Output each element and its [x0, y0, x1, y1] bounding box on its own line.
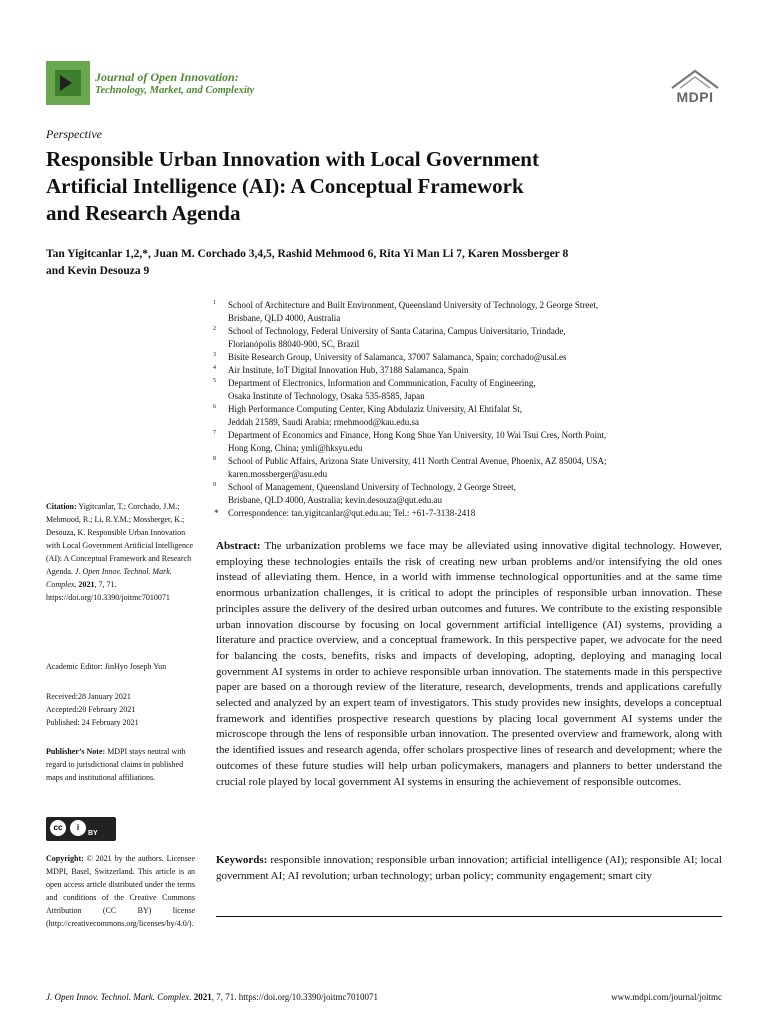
author-line: Tan Yigitcanlar 1,2,*, Juan M. Corchado 3,4,5, Rashid Mehmood 6, Rita Yi Man Li 7, Karen Mossberger 8 — [46, 248, 569, 260]
abstract-text: The urbanization problems we face may be alleviated using innovative digital technology. However, employing these technologies entails the risk of creating new urban problems and/or intensifying the old ones instead of alleviating them. Hence, in a world with immense technological opportunities and at the same time enormous urbanization challenges, it is critical to adopt the principles of responsible urban innovation. These principles assure the delivery of the desired urban outcomes and futures. We contribute to the existing responsible urban innovation discourse by focusing on local government artificial intelligence (AI) systems, providing a literature and practice overview, and a conceptual framework. In this perspective paper, we advocate for the need for balancing the costs, benefits, risks and impacts of developing, adopting, deploying and managing local government AI systems in order to achieve responsible urban innovation. The statements made in this perspective paper are based on a thorough review of the literature, research, developments, trends and applications carefully selected and analyzed by an expert team of investigators. This study provides new insights, develops a conceptual framework and identifies prospective research questions by placing local government AI systems under the microscope through the lens of responsible urban innovation. The presented overview and framework, along with the identified issues and research agenda, offer scholars prospective lines of research and development; where the outcomes of these future studies will help urban policymakers, managers and planners to better understand the crucial role played by local government AI systems in ensuring the achievement of responsible outcomes. — [216, 540, 722, 788]
correspondence-text: Correspondence: tan.yigitcanlar@qut.edu.au; Tel.: +61-7-3138-2418 — [228, 508, 476, 518]
cc-by-label: BY — [88, 830, 98, 837]
copyright-label: Copyright: — [46, 854, 84, 863]
affiliation-number: 4 — [213, 365, 216, 371]
affiliation-7 — [213, 429, 723, 455]
affiliation-number: 1 — [213, 300, 216, 306]
affiliation-1 — [213, 299, 723, 325]
abstract — [216, 539, 722, 790]
journal-subtitle: Technology, Market, and Complexity — [95, 85, 255, 96]
title-line: Responsible Urban Innovation with Local Government — [46, 147, 539, 171]
author-list — [46, 246, 706, 280]
affiliation-number: 6 — [213, 404, 216, 410]
journal-name: Journal of Open Innovation: — [95, 70, 239, 84]
affiliation-line: School of Architecture and Built Environment, Queensland University of Technology, 2 George Street, — [228, 300, 599, 310]
affiliation-line: Florianópolis 88040-900, SC, Brazil — [228, 339, 360, 349]
citation-year: 2021 — [78, 580, 95, 589]
footer-journal: J. Open Innov. Technol. Mark. Complex. — [46, 992, 192, 1002]
citation-label: Citation: — [46, 502, 77, 511]
affiliation-list — [213, 299, 723, 520]
journal-logo-icon — [46, 61, 90, 105]
keywords-text: responsible innovation; responsible urban innovation; artificial intelligence (AI); responsible AI; local government AI; AI revolution; urban technology; urban policy; community engagement; smart city — [216, 854, 722, 882]
affiliation-2 — [213, 325, 723, 351]
affiliation-number: 3 — [213, 352, 216, 358]
footer-journal-url[interactable]: www.mdpi.com/journal/joitmc — [611, 992, 722, 1002]
affiliation-3 — [213, 351, 723, 364]
affiliation-9 — [213, 481, 723, 507]
affiliation-number: 5 — [213, 378, 216, 384]
title-line: and Research Agenda — [46, 201, 241, 225]
citation-journal: J. Open Innov. Technol. Mark. Complex. — [46, 567, 172, 589]
publisher-note-text: MDPI stays neutral with regard to jurisdictional claims in published maps and institutional affiliations. — [46, 747, 186, 782]
affiliation-line: Hong Kong, China; ymli@hksyu.edu — [228, 443, 363, 453]
mdpi-roof-icon — [668, 67, 722, 91]
author-line: and Kevin Desouza 9 — [46, 265, 150, 277]
affiliation-line: School of Technology, Federal University of Santa Catarina, Campus Universitario, Trindade, — [228, 326, 566, 336]
article-title — [46, 146, 666, 227]
affiliation-number: 8 — [213, 456, 216, 462]
citation-block — [46, 500, 194, 604]
affiliation-line: High Performance Computing Center, King Abdulaziz University, Al Ehtifalat St, — [228, 404, 523, 414]
article-type: Perspective — [46, 127, 102, 141]
received-date: Received:28 January 2021 — [46, 692, 131, 701]
keywords — [216, 853, 722, 884]
affiliation-line: Department of Economics and Finance, Hong Kong Shue Yan University, 10 Wai Tsui Cres, North Point, — [228, 430, 607, 440]
affiliation-number: 9 — [213, 482, 216, 488]
affiliation-line: School of Management, Queensland University of Technology, 2 George Street, — [228, 482, 516, 492]
affiliation-line: Brisbane, QLD 4000, Australia — [228, 313, 341, 323]
mdpi-logo — [668, 67, 722, 107]
citation-authors: Yigitcanlar, T.; Corchado, J.M.; Mehmood, R.; Li, R.Y.M.; Mossberger, K.; Desouza, K. — [46, 502, 185, 537]
affiliation-6 — [213, 403, 723, 429]
footer-year: 2021 — [193, 992, 212, 1002]
publisher-note-label: Publisher’s Note: — [46, 747, 106, 756]
title-line: Artificial Intelligence (AI): A Conceptual Framework — [46, 174, 524, 198]
correspondence — [213, 507, 723, 520]
affiliation-8 — [213, 455, 723, 481]
copyright-text: © 2021 by the authors. Licensee MDPI, Basel, Switzerland. This article is an open access article distributed under the terms and conditions of the Creative Commons Attribution (CC BY) license (http://creativecommons.org/licenses/by/4.0/). — [46, 854, 196, 928]
footer-doi[interactable]: , 7, 71. https://doi.org/10.3390/joitmc7010071 — [211, 992, 379, 1002]
copyright-notice — [46, 852, 195, 930]
mdpi-logo-text: MDPI — [676, 89, 714, 105]
section-divider — [216, 916, 722, 917]
affiliation-line: Bisite Research Group, University of Salamanca, 37007 Salamanca, Spain; corchado@usal.es — [228, 352, 567, 362]
affiliation-line: Brisbane, QLD 4000, Australia; kevin.desouza@qut.edu.au — [228, 495, 442, 505]
affiliation-line: Osaka Institute of Technology, Osaka 535-8585, Japan — [228, 391, 425, 401]
citation-title: Responsible Urban Innovation with Local Government Artificial Intelligence (AI): A Conceptual Framework and Research Agenda. — [46, 528, 194, 576]
affiliation-line: karen.mossberger@asu.edu — [228, 469, 328, 479]
footer-citation — [46, 992, 378, 1002]
publication-dates — [46, 690, 139, 729]
citation-doi[interactable]: , 7, 71. https://doi.org/10.3390/joitmc7010071 — [46, 580, 170, 602]
affiliation-number: 7 — [213, 430, 216, 436]
academic-editor: Academic Editor: JinHyo Joseph Yun — [46, 662, 167, 671]
affiliation-number: 2 — [213, 326, 216, 332]
affiliation-line: Department of Electronics, Information and Communication, Faculty of Engineering, — [228, 378, 536, 388]
journal-header — [46, 61, 726, 107]
publisher-note — [46, 745, 194, 784]
keywords-label: Keywords: — [216, 854, 268, 866]
correspondence-mark: * — [214, 508, 219, 518]
abstract-label: Abstract: — [216, 540, 261, 552]
cc-by-license-badge[interactable] — [46, 817, 116, 841]
accepted-date: Accepted:20 February 2021 — [46, 705, 136, 714]
affiliation-4 — [213, 364, 723, 377]
affiliation-5 — [213, 377, 723, 403]
affiliation-line: School of Public Affairs, Arizona State University, 411 North Central Avenue, Phoenix, AZ 85004, USA; — [228, 456, 607, 466]
affiliation-line: Jeddah 21589, Saudi Arabia; rmehmood@kau.edu.sa — [228, 417, 419, 427]
creative-commons-icon: cc — [50, 820, 66, 836]
attribution-icon: i — [70, 820, 86, 836]
affiliation-line: Air Institute, IoT Digital Innovation Hub, 37188 Salamanca, Spain — [228, 365, 469, 375]
published-date: Published: 24 February 2021 — [46, 718, 139, 727]
